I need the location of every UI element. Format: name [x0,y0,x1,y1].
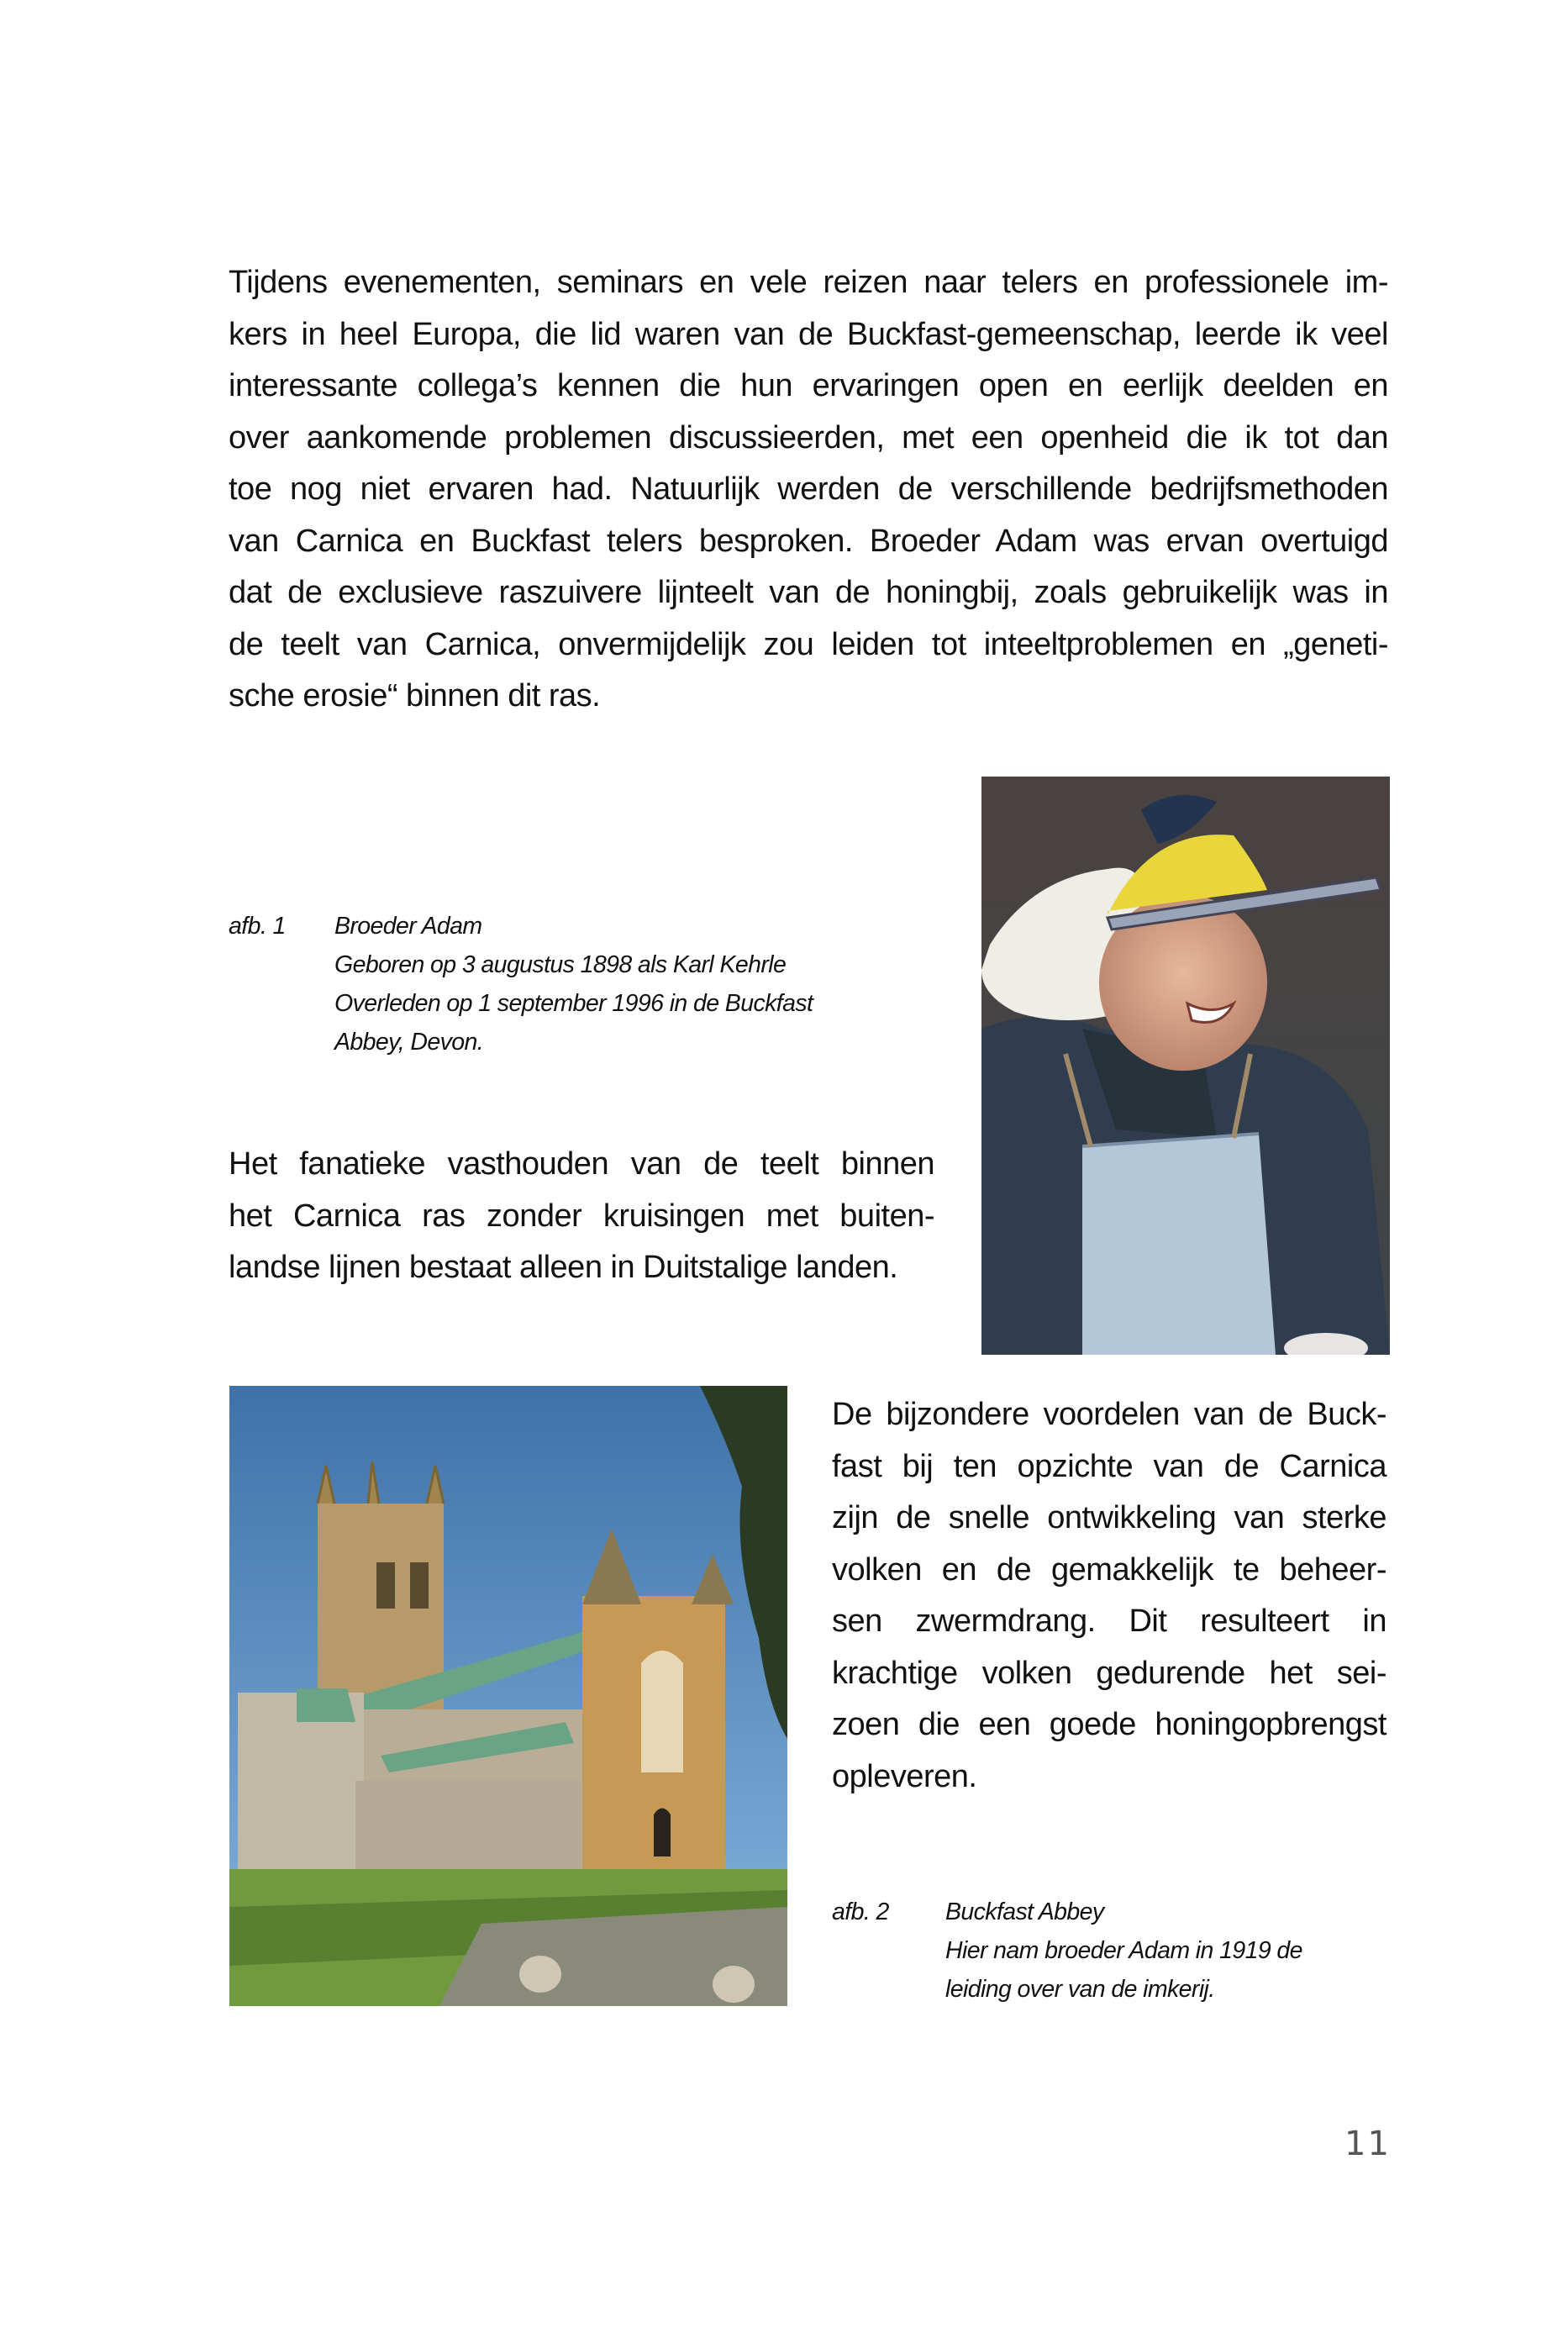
figure-2-caption [832,1893,1386,2019]
text-line: de teelt van Carnica, onvermijdelijk zou leiden tot inteeltproblemen en „geneti- [229,626,1388,662]
text-line: zoen die een goede honingopbrengst [832,1707,1386,1742]
text-line: kers in heel Europa, die lid waren van de Buckfast-gemeenschap, leerde ik veel [229,316,1388,352]
text-line: sche erosie“ binnen dit ras. [229,678,601,714]
brother-adam-photo [981,777,1390,1355]
caption-line: Geboren op 3 augustus 1898 als Karl Kehrle [334,951,787,978]
text-line: van Carnica en Buckfast telers besproken. Broeder Adam was ervan overtuigd [229,523,1388,559]
text-line: Het fanatieke vasthouden van de teelt binnen [229,1146,934,1182]
figure-1-caption [229,907,901,1075]
text-line: krachtige volken gedurende het sei- [832,1655,1386,1691]
caption-title: Buckfast Abbey [945,1899,1104,1925]
buckfast-abbey-photo [229,1386,787,2006]
figure-label: afb. 2 [832,1899,889,1925]
text-line: Tijdens evenementen, seminars en vele reizen naar telers en professionele im- [229,265,1388,300]
intro-paragraph [229,257,1388,723]
caption-line: Abbey, Devon. [334,1029,484,1056]
caption-text [945,1893,1302,2009]
text-line: fast bij ten opzichte van de Carnica [832,1448,1386,1484]
caption-line: Overleden op 1 september 1996 in de Buckfast [334,990,813,1017]
text-line: het Carnica ras zonder kruisingen met buiten- [229,1198,934,1234]
caption-line: leiding over van de imkerij. [945,1976,1215,2003]
page-number: 11 [1344,2125,1391,2163]
caption-text [334,907,813,1061]
portrait-illustration [981,777,1390,1355]
abbey-illustration [229,1386,787,2006]
text-line: opleveren. [832,1758,977,1794]
text-line: De bijzondere voordelen van de Buck- [832,1397,1386,1432]
text-line: sen zwermdrang. Dit resulteert in [832,1604,1386,1639]
text-line: landse lijnen bestaat alleen in Duitstalige landen. [229,1250,898,1285]
text-line: interessante collega’s kennen die hun ervaringen open en eerlijk deelden en [229,368,1388,403]
figure-label: afb. 1 [229,913,286,940]
carnica-paragraph [229,1139,934,1294]
caption-line: Hier nam broeder Adam in 1919 de [945,1937,1302,1964]
text-line: zijn de snelle ontwikkeling van sterke [832,1500,1386,1535]
text-line: toe nog niet ervaren had. Natuurlijk werden de verschillende bedrijfsmethoden [229,471,1388,507]
caption-title: Broeder Adam [334,913,482,940]
text-line: over aankomende problemen discussieerden, met een openheid die ik tot dan [229,419,1388,456]
text-line: dat de exclusieve raszuivere lijnteelt van de honingbij, zoals gebruikelijk was in [229,575,1388,610]
text-line: volken en de gemakkelijk te beheer- [832,1551,1386,1588]
advantages-paragraph [832,1389,1386,1803]
